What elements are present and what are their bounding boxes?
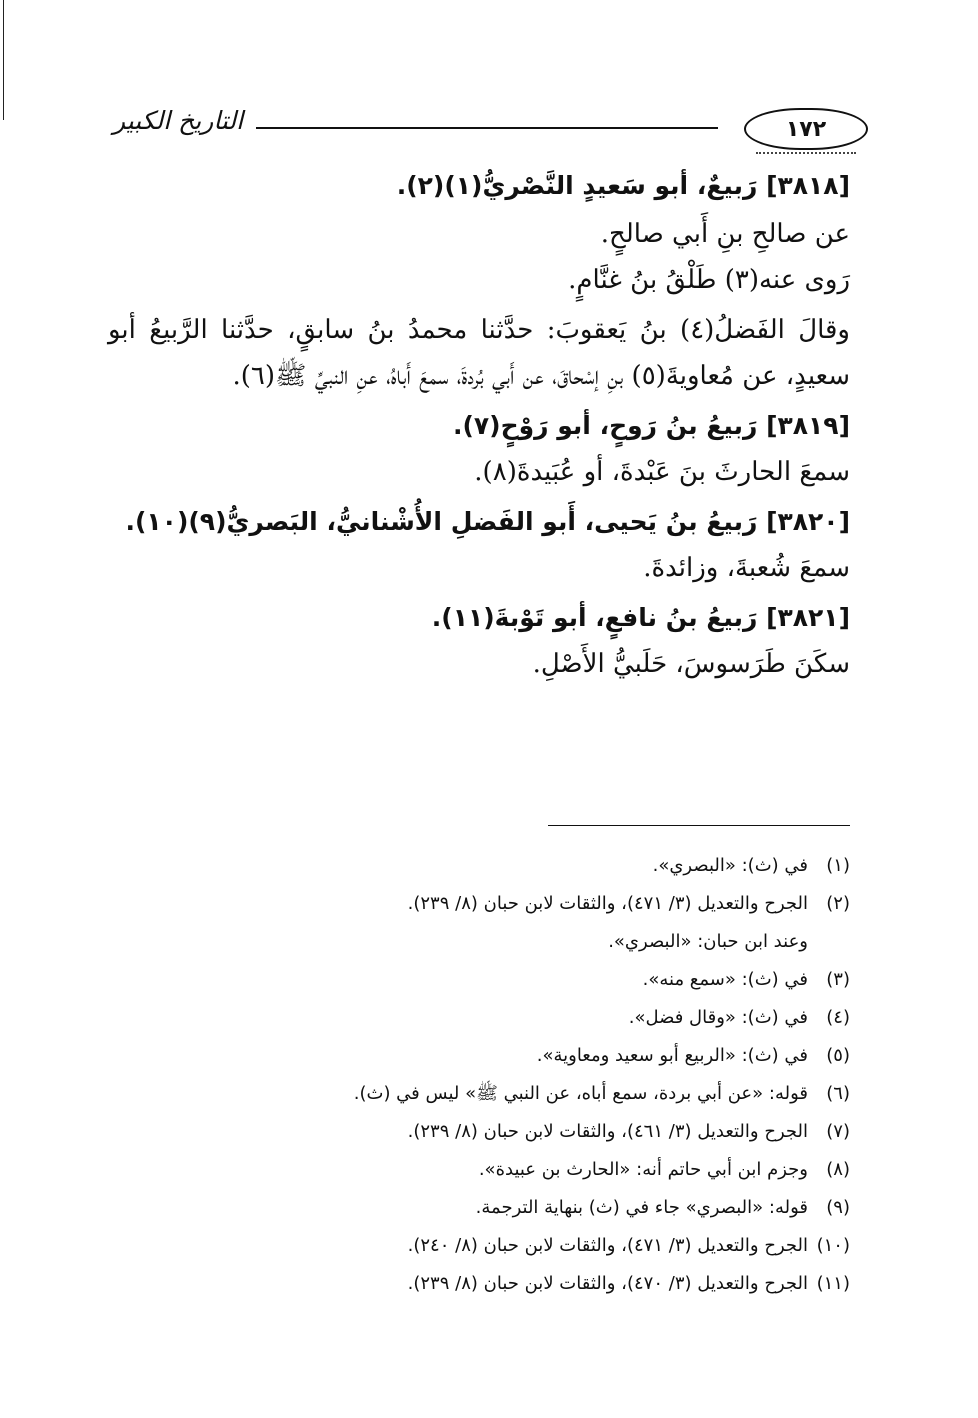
footnote-text: الجرح والتعديل (٣/ ٤٧١)، والثقات لابن حبان (٨/ ٢٤٠).: [407, 1235, 808, 1256]
footnote-text: وعند ابن حبان: «البصري».: [608, 931, 808, 952]
text-line: وقالَ الفَضلُ(٤) بنُ يَعقوبَ: حدَّثنا محمدُ بنُ سابقٍ، حدَّثنا الرَّبيعُ أبو: [108, 315, 850, 345]
footnote-number: (٩): [826, 1197, 850, 1218]
footnote: [300, 890, 850, 917]
footnote-text: وجزم ابن أبي حاتم أنه: «الحارث بن عبيدة».: [478, 1159, 808, 1180]
running-title: التاريخ الكبير: [112, 106, 244, 135]
footnotes: [300, 852, 850, 1308]
footnote-text: في (ث): «وقال فضل».: [628, 1007, 808, 1028]
footnote-number: (٣): [826, 969, 850, 990]
footnote: [300, 1118, 850, 1145]
page-edge-rule: [3, 0, 4, 120]
footnote-text: في (ث): «الربيع أبو سعيد ومعاوية».: [536, 1045, 808, 1066]
main-text: [108, 168, 850, 682]
text-line: سمعَ شُعبةَ، وزائدةَ.: [643, 553, 850, 583]
text-line: رَوى عنه(٣) طَلْقُ بنُ غنَّامٍ.: [568, 265, 850, 295]
footnote-text: في (ث): «البصري».: [652, 855, 808, 876]
footnote: [300, 1004, 850, 1031]
page-header: [108, 100, 868, 156]
footnote-text: الجرح والتعديل (٣/ ٤٦١)، والثقات لابن حبان (٨/ ٢٣٩).: [407, 1121, 808, 1142]
entry-heading: [٣٨١٩] رَبيعُ بنُ رَوحٍ، أبو رَوْحٍ(٧).: [452, 411, 850, 440]
footnote-text: الجرح والتعديل (٣/ ٤٧١)، والثقات لابن حبان (٨/ ٢٣٩).: [407, 893, 808, 914]
page-number: ١٧٢: [744, 108, 868, 150]
footnote-number: (٥): [826, 1045, 850, 1066]
entry-heading: [٣٨١٨] رَبيعٌ، أبو سَعيدٍ النَّصْريُّ(١)(٢).: [396, 171, 850, 200]
entry-heading: [٣٨٢١] رَبيعُ بنُ نافعٍ، أبو تَوْبةَ(١١).: [431, 603, 850, 632]
footnote: [300, 1042, 850, 1069]
footnote-number: (٧): [826, 1121, 850, 1142]
footnote-number: (١١): [816, 1273, 850, 1294]
text-line: سمعَ الحارثَ بنَ عَبْدةَ، أو عُبَيدةَ(٨).: [474, 457, 850, 487]
footnote-number: (٦): [826, 1083, 850, 1104]
header-rule: [256, 127, 718, 129]
footnote-separator: [548, 825, 850, 826]
footnote-text: في (ث): «سمع منه».: [642, 969, 808, 990]
footnote-text: قوله: «عن أبي بردة، سمع أباه، عن النبي ﷺ» ليس في (ث).: [353, 1083, 808, 1104]
text-line: سكَنَ طَرَسوسَ، حَلَبيُّ الأَصْلِ.: [532, 649, 850, 679]
footnote: [300, 852, 850, 879]
text-line: سعيدٍ، عن مُعاويةَ(٥) بنِ إسْحاقَ، عن أَبي بُردةَ، سمعَ أَباهُ، عنِ النبيِّ ﷺ(٦).: [232, 361, 850, 391]
footnote: [300, 1232, 850, 1259]
footnote: [300, 966, 850, 993]
entry-heading: [٣٨٢٠] رَبيعُ بنُ يَحيى، أَبو الفَضلِ الأُشْنانيُّ، البَصريُّ(٩)(١٠).: [125, 507, 850, 536]
footnote-text: قوله: «البصري» جاء في (ث) بنهاية الترجمة.: [475, 1197, 808, 1218]
footnote-number: (٤): [826, 1007, 850, 1028]
footnote: [300, 1194, 850, 1221]
footnote: [300, 1270, 850, 1297]
footnote: [300, 928, 850, 955]
footnote-number: (١): [826, 855, 850, 876]
footnote-number: (٢): [826, 893, 850, 914]
footnote: [300, 1080, 850, 1107]
text-line: عن صالحِ بنِ أَبي صالحٍ.: [600, 219, 850, 249]
footnote-text: الجرح والتعديل (٣/ ٤٧٠)، والثقات لابن حبان (٨/ ٢٣٩).: [407, 1273, 808, 1294]
footnote-number: (١٠): [816, 1235, 850, 1256]
footnote: [300, 1156, 850, 1183]
footnote-number: (٨): [826, 1159, 850, 1180]
